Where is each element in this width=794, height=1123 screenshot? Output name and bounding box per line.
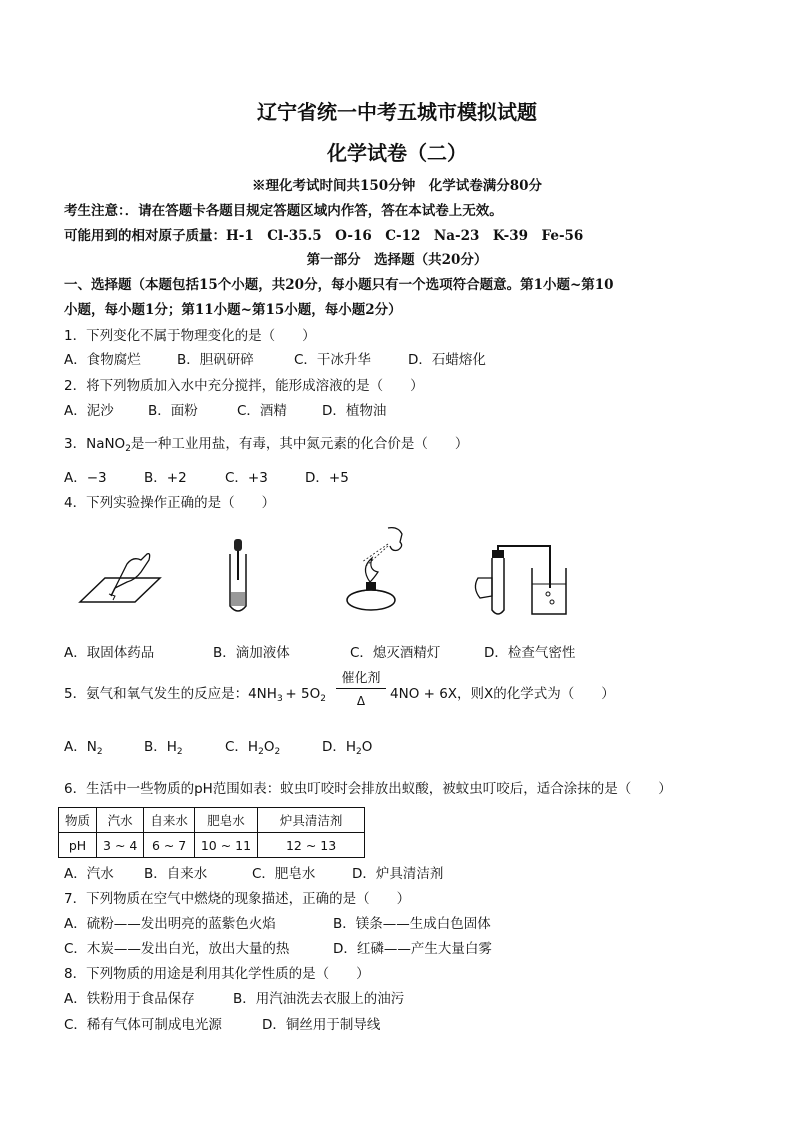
question-6-option-c[interactable]: C．肥皂水 [252,866,316,882]
extinguish-lamp-illustration [338,522,418,614]
question-6-option-b[interactable]: B．自来水 [144,866,208,882]
question-1-option-a[interactable]: A．食物腐烂 [64,352,141,368]
airtightness-check-illustration [468,538,568,618]
question-6-option-d[interactable]: D．炉具清洁剂 [352,866,444,882]
table-header-cell: 物质 [59,808,97,833]
section-instruction-line1: 一、选择题（本题包括15个小题，共20分，每小题只有一个选项符合题意。第1小题~第10 [64,277,614,293]
question-4-stem: 4．下列实验操作正确的是（ ） [64,495,276,511]
question-4-option-b[interactable]: B．滴加液体 [213,645,290,661]
question-3-option-d[interactable]: D．+5 [305,470,349,486]
question-3-option-c[interactable]: C．+3 [225,470,268,486]
table-header-cell: 自来水 [144,808,195,833]
question-2-option-b[interactable]: B．面粉 [148,403,198,419]
add-liquid-illustration [218,536,258,616]
question-7-option-c[interactable]: C．木炭——发出白光，放出大量的热 [64,941,290,957]
question-5-option-d[interactable]: D．$H_2O$ [322,739,373,757]
question-5-product: 4NO + 6X，则X的化学式为（ ） [390,686,615,702]
question-7-option-a[interactable]: A．硫粉——发出明亮的蓝紫色火焰 [64,916,276,932]
question-8-option-a[interactable]: A．铁粉用于食品保存 [64,991,195,1007]
table-cell: pH [59,833,97,858]
table-header-cell: 肥皂水 [194,808,257,833]
reaction-arrow-line [336,688,386,689]
question-5-option-a[interactable]: A．$N_2$ [64,739,103,757]
question-6-stem: 6．生活中一些物质的pH范围如表：蚊虫叮咬时会排放出蚁酸，被蚊虫叮咬后，适合涂抹的是（ ） [64,781,672,797]
question-7-option-b[interactable]: B．镁条——生成白色固体 [333,916,491,932]
table-cell: 10 ~ 11 [194,833,257,858]
question-6-option-a[interactable]: A．汽水 [64,866,114,882]
question-1-option-c[interactable]: C．干冰升华 [294,352,371,368]
take-solid-illustration [75,530,165,610]
atomic-mass: 可能用到的相对原子质量：H-1 Cl-35.5 O-16 C-12 Na-23 K-39 Fe-56 [64,228,584,244]
question-3-stem: 3．NaNO$_2$是一种工业用盐，有毒，其中氮元素的化合价是（ ） [64,436,469,454]
table-cell: 6 ~ 7 [144,833,195,858]
question-5-option-c[interactable]: C．$H_2O_2$ [225,739,281,757]
question-3-option-b[interactable]: B．+2 [144,470,187,486]
question-8-stem: 8．下列物质的用途是利用其化学性质的是（ ） [64,966,370,982]
question-8-option-d[interactable]: D．铜丝用于制导线 [262,1017,381,1033]
question-4-option-c[interactable]: C．熄灭酒精灯 [350,645,441,661]
notice: 考生注意：．请在答题卡各题目规定答题区域内作答，答在本试卷上无效。 [64,203,503,219]
question-8-option-c[interactable]: C．稀有气体可制成电光源 [64,1017,222,1033]
question-8-option-b[interactable]: B．用汽油洗去衣服上的油污 [233,991,405,1007]
question-4-option-d[interactable]: D．检查气密性 [484,645,576,661]
ph-table [58,807,365,858]
question-2-option-a[interactable]: A．泥沙 [64,403,114,419]
question-7-option-d[interactable]: D．红磷——产生大量白雾 [333,941,492,957]
section-instruction-line2: 小题，每小题1分；第11小题~第15小题，每小题2分） [64,302,402,318]
heat-label: Δ [356,694,366,708]
table-header-cell: 炉具清洁剂 [258,808,365,833]
question-2-stem: 2．将下列物质加入水中充分搅拌，能形成溶液的是（ ） [64,378,424,394]
question-2-option-c[interactable]: C．酒精 [237,403,287,419]
catalyst-label: 催化剂 [341,671,381,686]
question-7-stem: 7．下列物质在空气中燃烧的现象描述，正确的是（ ） [64,891,411,907]
question-5-option-b[interactable]: B．$H_2$ [144,739,183,757]
table-row [59,833,365,858]
table-header-cell: 汽水 [97,808,144,833]
question-5-stem: 5．氨气和氧气发生的反应是：$4NH_3 + 5O_2$ [64,686,326,704]
exam-note: ※理化考试时间共150分钟 化学试卷满分80分 [252,178,542,194]
question-2-option-d[interactable]: D．植物油 [322,403,387,419]
question-4-option-a[interactable]: A．取固体药品 [64,645,155,661]
question-1-stem: 1．下列变化不属于物理变化的是（ ） [64,328,316,344]
paper-subtitle: 化学试卷（二） [327,141,467,165]
question-1-option-b[interactable]: B．胆矾研碎 [177,352,254,368]
table-row [59,808,365,833]
part-heading: 第一部分 选择题（共20分） [306,252,488,268]
table-cell: 12 ~ 13 [258,833,365,858]
question-1-option-d[interactable]: D．石蜡熔化 [408,352,486,368]
question-3-option-a[interactable]: A．−3 [64,470,107,486]
page-title: 辽宁省统一中考五城市模拟试题 [257,100,537,124]
table-cell: 3 ~ 4 [97,833,144,858]
